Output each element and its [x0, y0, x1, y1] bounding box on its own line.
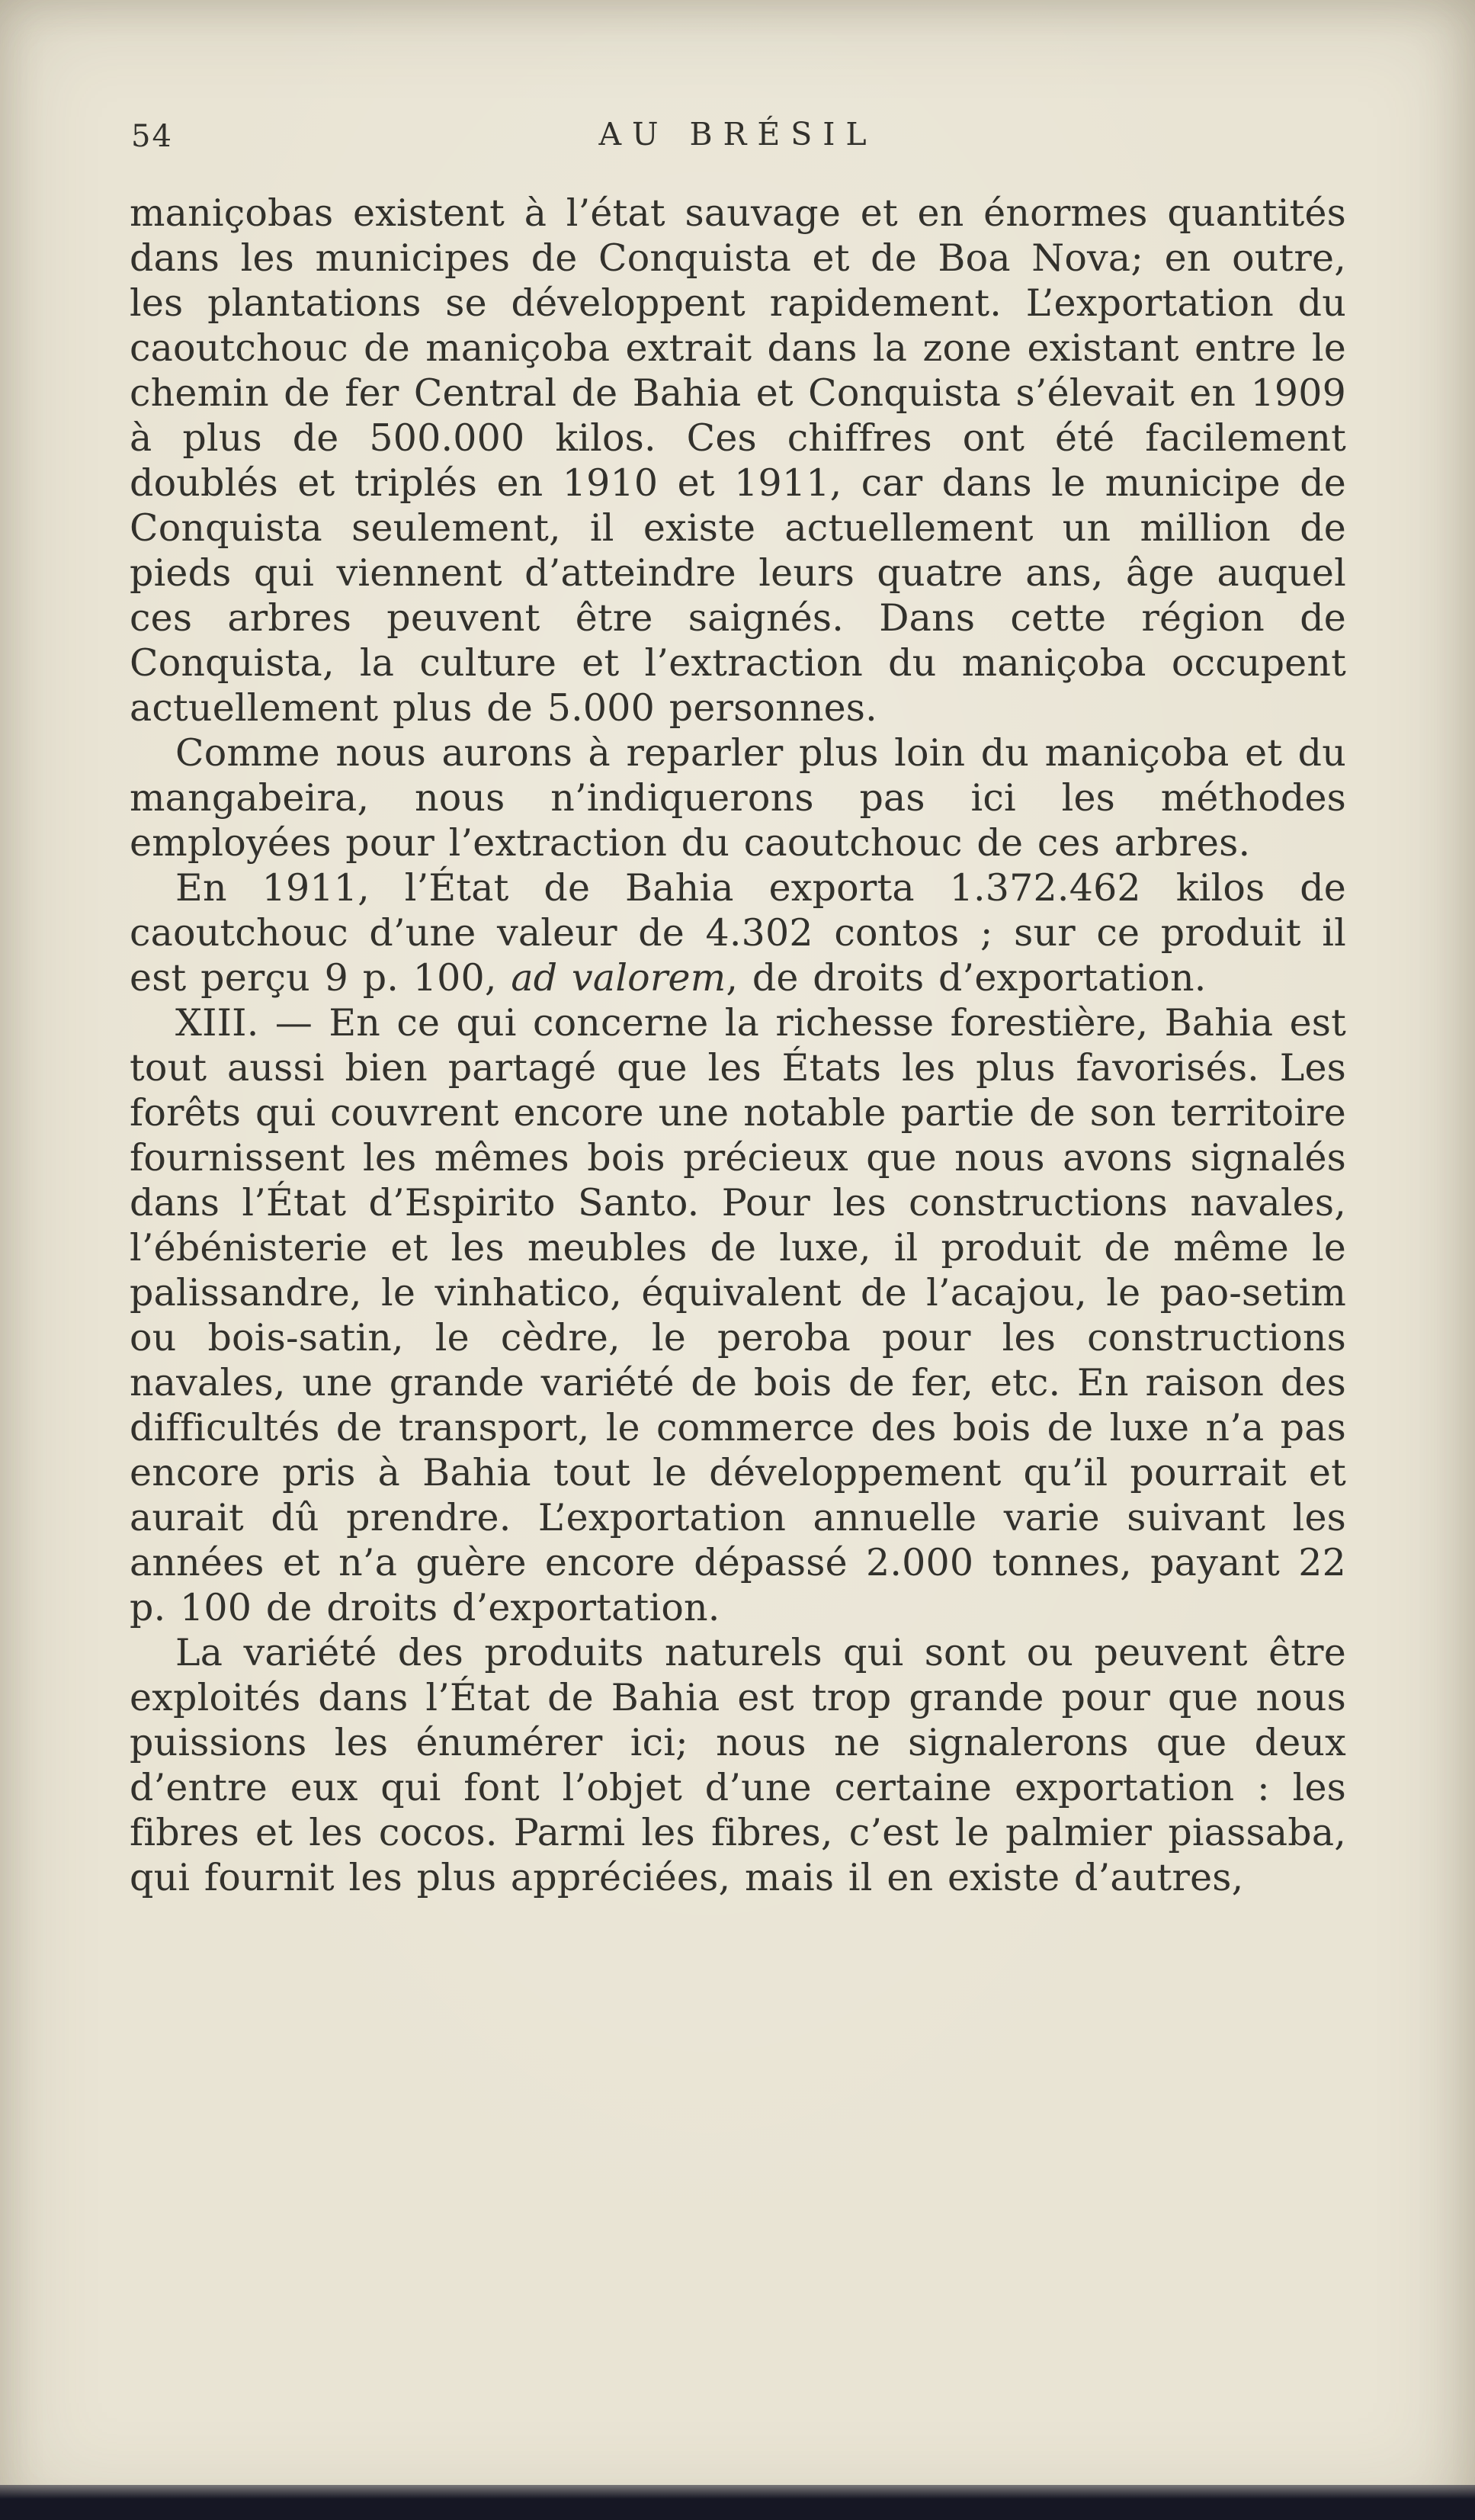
running-title: AU BRÉSIL	[598, 116, 877, 152]
text-run: Comme nous aurons à reparler plus loin du maniçoba et du mangabeira, nous n’indiquerons pas ici les méthodes employées pour l’extraction du caoutchouc de ces arbres.	[130, 731, 1346, 865]
paragraph	[130, 1000, 1346, 1630]
page-content	[130, 113, 1346, 1900]
paragraph	[130, 191, 1346, 730]
paragraph	[130, 1630, 1346, 1900]
page-number: 54	[131, 119, 173, 154]
text-block	[130, 191, 1346, 1900]
paragraph	[130, 730, 1346, 865]
scan-edge-bottom	[0, 2485, 1475, 2520]
text-run: En 1911, l’État de Bahia exporta 1.372.462 kilos de caoutchouc d’une valeur de 4.302 contos ; sur ce produit il est perçu 9 p. 100,	[130, 866, 1346, 1000]
page-header	[130, 113, 1346, 160]
text-run: XIII. — En ce qui concerne la richesse forestière, Bahia est tout aussi bien partagé que les États les plus favorisés. Les forêts qui couvrent encore une notable partie de son territoire fournissent les mêmes bois précieux que nous avons signalés dans l’État d’Espirito Santo. Pour les constructions navales, l’ébénisterie et les meubles de luxe, il produit de même le palissandre, le vinhatico, équivalent de l’acajou, le pao-setim ou bois-satin, le cèdre, le peroba pour les constructions navales, une grande variété de bois de fer, etc. En raison des difficultés de transport, le commerce des bois de luxe n’a pas encore pris à Bahia tout le développement qu’il pourrait et aurait dû prendre. L’exportation annuelle varie suivant les années et n’a guère encore dépassé 2.000 tonnes, payant 22 p. 100 de droits d’exportation.	[130, 1001, 1346, 1629]
text-run: maniçobas existent à l’état sauvage et en énormes quantités dans les municipes de Conquista et de Boa Nova; en outre, les plantations se développent rapidement. L’exportation du caoutchouc de maniçoba extrait dans la zone existant entre le chemin de fer Central de Bahia et Conquista s’élevait en 1909 à plus de 500.000 kilos. Ces chiffres ont été facilement doublés et triplés en 1910 et 1911, car dans le municipe de Conquista seulement, il existe actuellement un million de pieds qui viennent d’atteindre leurs quatre ans, âge auquel ces arbres peuvent être saignés. Dans cette région de Conquista, la culture et l’extraction du maniçoba occupent actuellement plus de 5.000 personnes.	[130, 191, 1346, 730]
italic-text-run: ad valorem	[511, 956, 726, 1000]
paragraph	[130, 865, 1346, 1000]
text-run: La variété des produits naturels qui sont ou peuvent être exploités dans l’État de Bahia est trop grande pour que nous puissions les énumérer ici; nous ne signalerons que deux d’entre eux qui font l’objet d’une certaine exportation : les fibres et les cocos. Parmi les fibres, c’est le palmier piassaba, qui fournit les plus appréciées, mais il en existe d’autres,	[130, 1631, 1346, 1899]
text-run: , de droits d’exportation.	[726, 956, 1207, 1000]
